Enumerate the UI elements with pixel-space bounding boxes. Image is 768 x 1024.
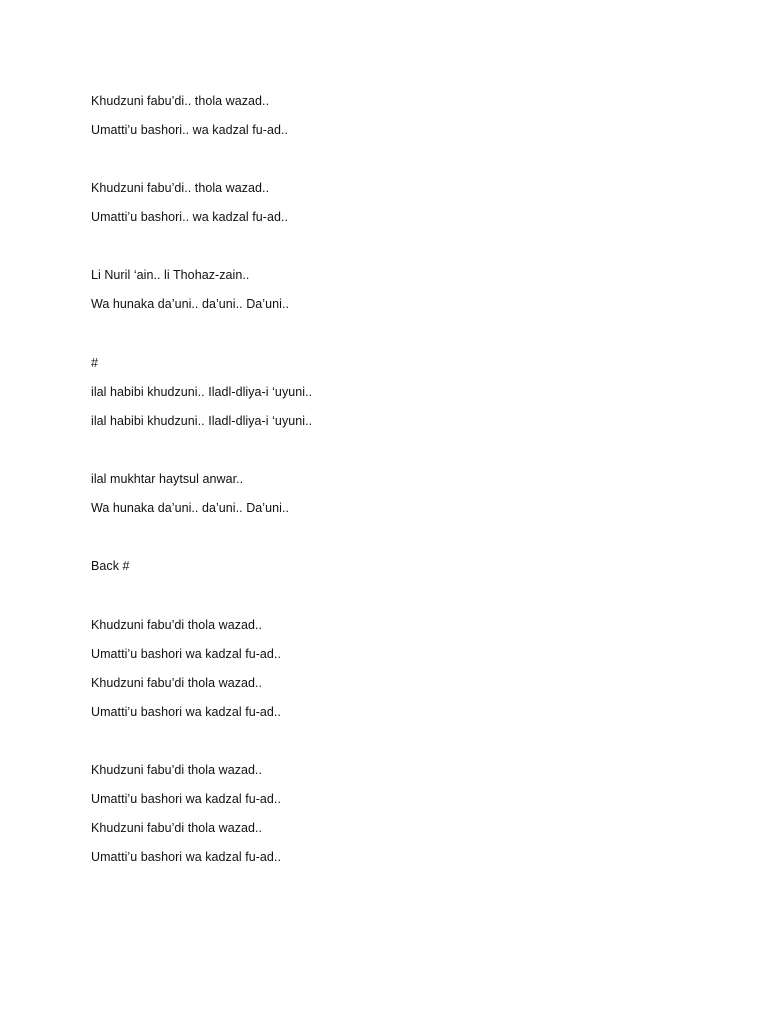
lyric-line: Umatti’u bashori wa kadzal fu-ad.. (91, 792, 281, 806)
lyric-line: Khudzuni fabu’di thola wazad.. (91, 618, 263, 632)
section-marker: # (91, 356, 99, 370)
lyric-line: Khudzuni fabu’di thola wazad.. (91, 676, 263, 690)
lyric-line: Wa hunaka da’uni.. da’uni.. Da’uni.. (91, 297, 289, 311)
lyric-line: Khudzuni fabu’di thola wazad.. (91, 763, 263, 777)
lyric-line: Khudzuni fabu’di thola wazad.. (91, 821, 263, 835)
lyric-line: Khudzuni fabu’di.. thola wazad.. (91, 94, 270, 108)
lyric-line: ilal habibi khudzuni.. Iladl-dliya-i ‘uyuni.. (91, 414, 313, 428)
section-marker: Back # (91, 559, 130, 573)
lyric-line: Khudzuni fabu’di.. thola wazad.. (91, 181, 270, 195)
lyric-line: ilal habibi khudzuni.. Iladl-dliya-i ‘uyuni.. (91, 385, 313, 399)
lyric-line: ilal mukhtar haytsul anwar.. (91, 472, 244, 486)
lyric-line: Li Nuril ‘ain.. li Thohaz-zain.. (91, 268, 250, 282)
lyric-line: Umatti’u bashori wa kadzal fu-ad.. (91, 705, 281, 719)
lyric-line: Umatti’u bashori wa kadzal fu-ad.. (91, 647, 281, 661)
lyric-line: Wa hunaka da’uni.. da’uni.. Da’uni.. (91, 501, 289, 515)
lyric-line: Umatti’u bashori wa kadzal fu-ad.. (91, 850, 281, 864)
lyric-line: Umatti’u bashori.. wa kadzal fu-ad.. (91, 123, 289, 137)
lyric-line: Umatti’u bashori.. wa kadzal fu-ad.. (91, 210, 289, 224)
